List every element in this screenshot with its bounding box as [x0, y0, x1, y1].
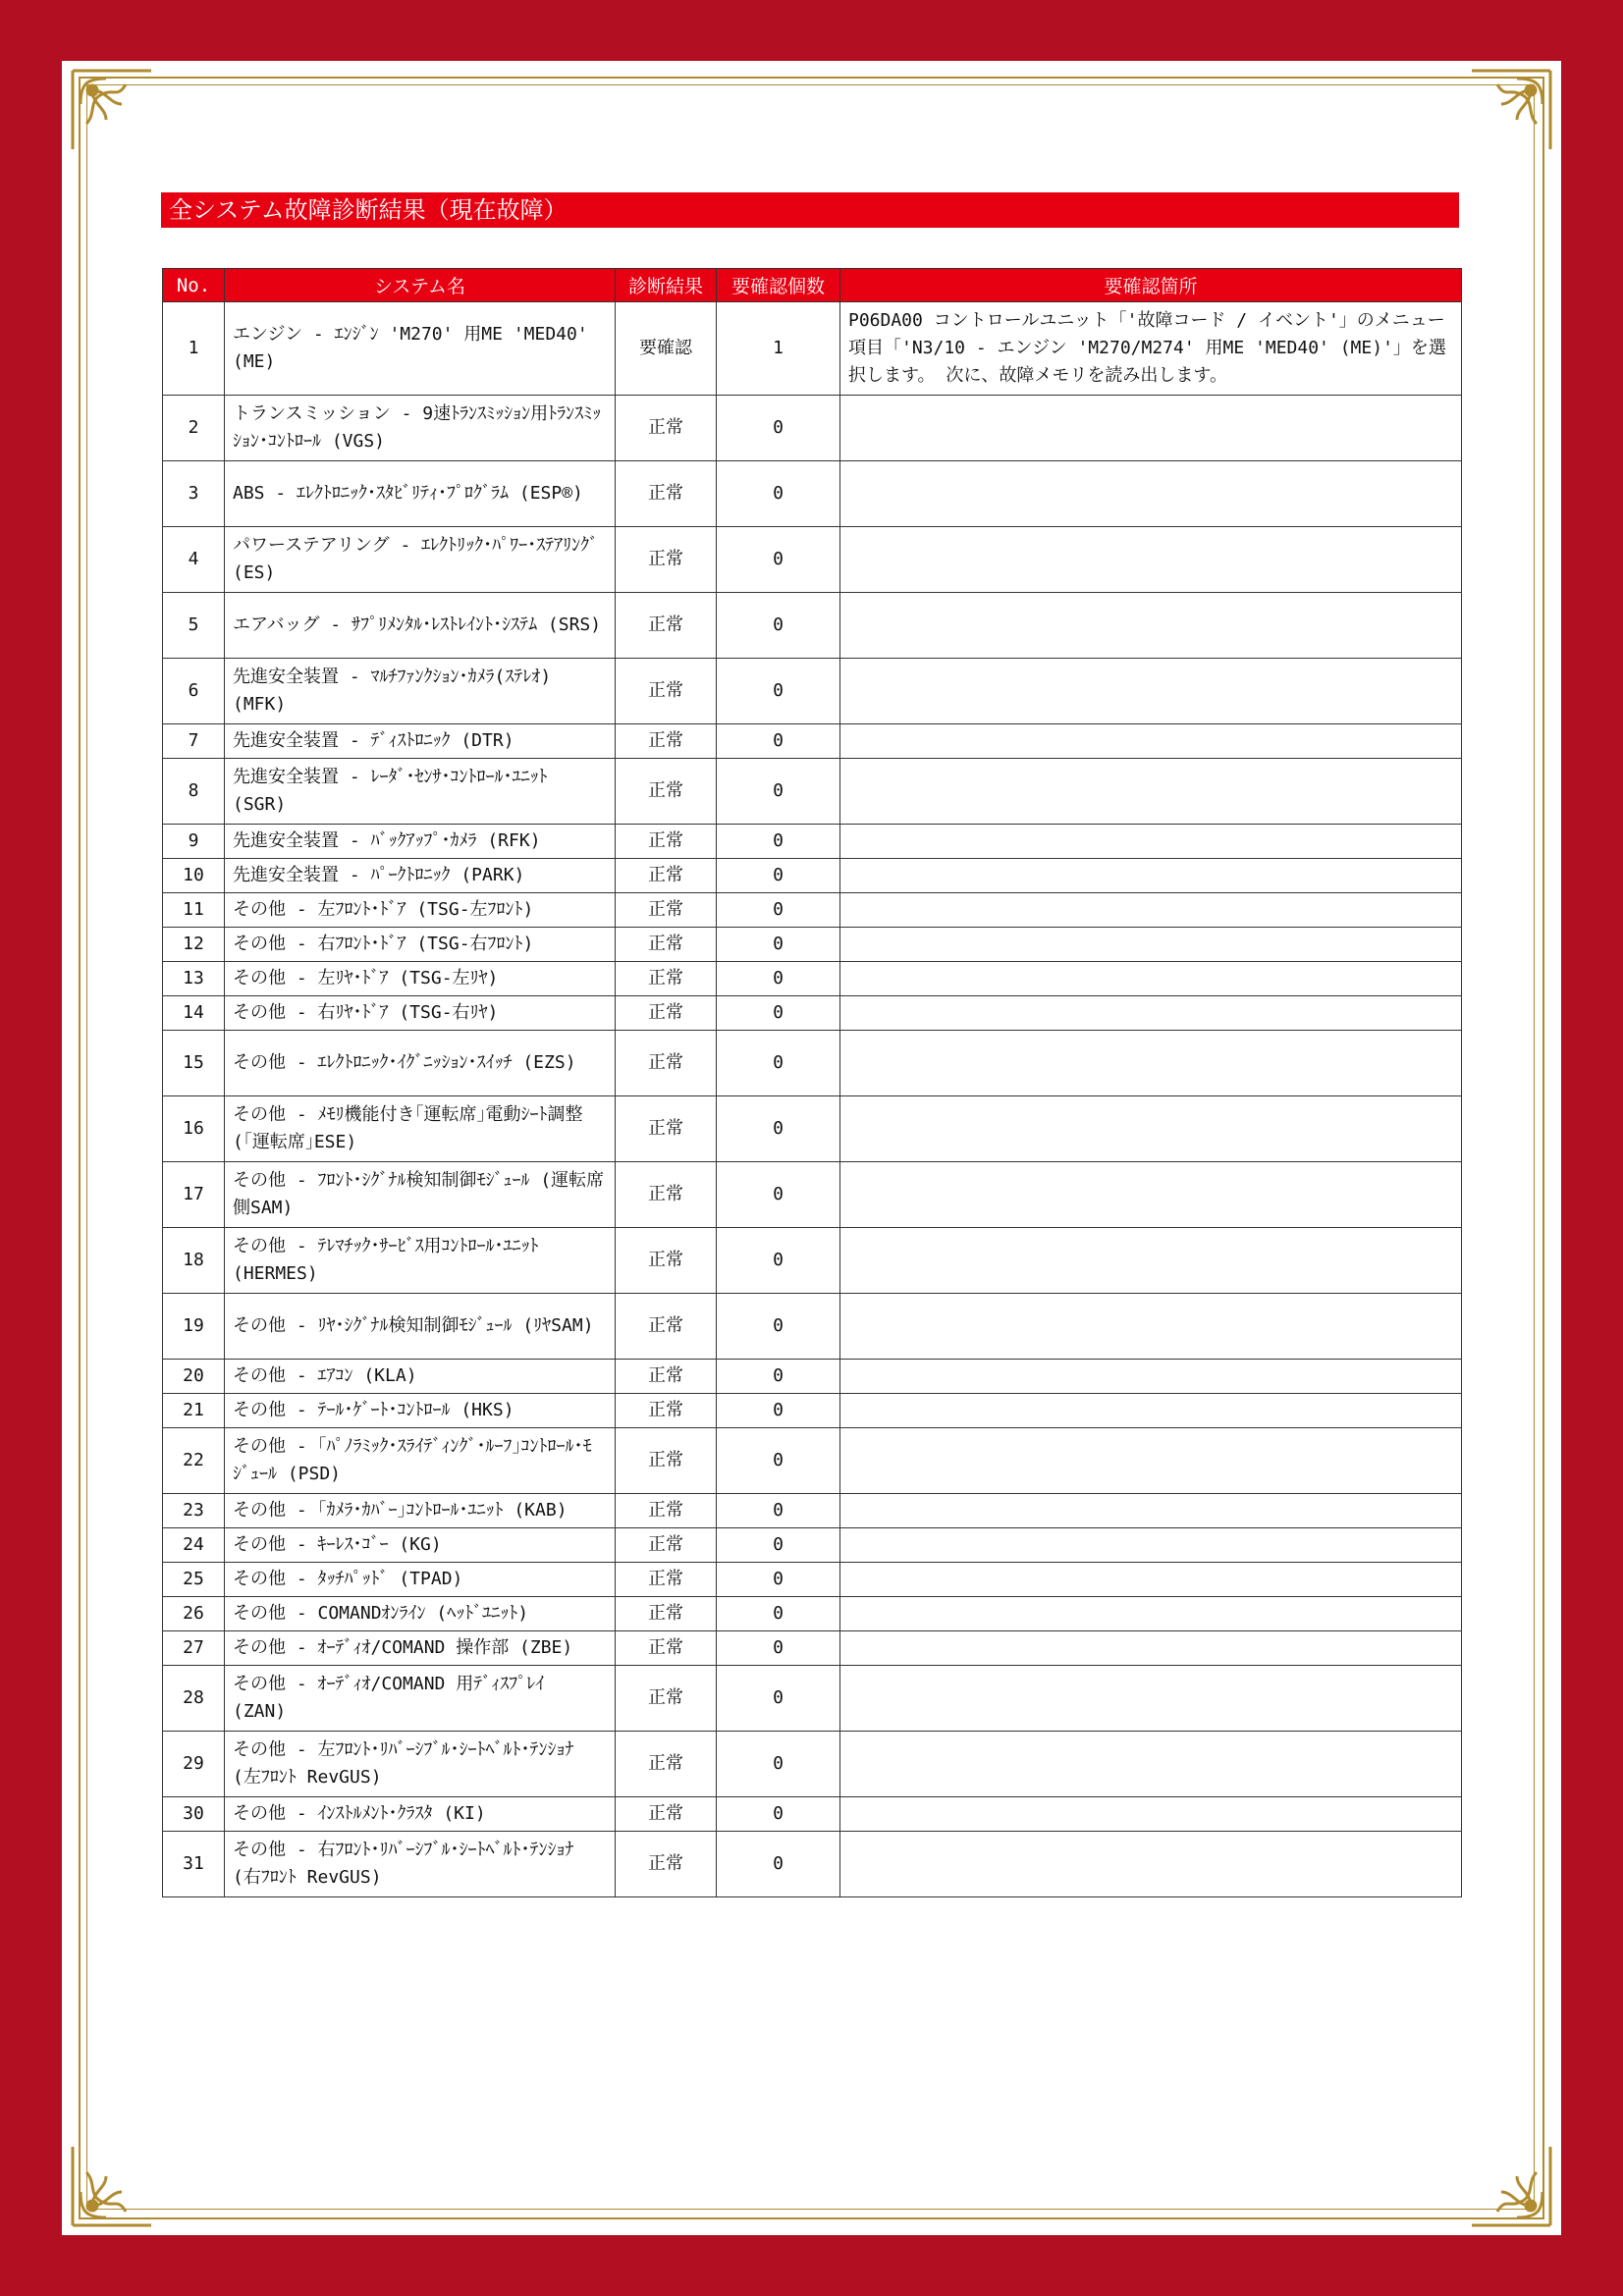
- row-no: 2: [163, 396, 225, 461]
- row-count: 0: [717, 1563, 840, 1597]
- row-result: 正常: [616, 1360, 717, 1394]
- row-count: 0: [717, 893, 840, 928]
- row-system-name: ABS - ｴﾚｸﾄﾛﾆｯｸ･ｽﾀﾋﾞﾘﾃｨ･ﾌﾟﾛｸﾞﾗﾑ (ESP®): [225, 461, 616, 527]
- row-result: 正常: [616, 1031, 717, 1096]
- row-count: 0: [717, 825, 840, 859]
- row-location: [840, 759, 1462, 825]
- table-row: [163, 1631, 1462, 1666]
- table-row: [163, 1162, 1462, 1228]
- row-no: 20: [163, 1360, 225, 1394]
- table-row: [163, 1494, 1462, 1528]
- corner-ornament: [1466, 2141, 1556, 2231]
- row-no: 9: [163, 825, 225, 859]
- row-no: 11: [163, 893, 225, 928]
- row-system-name: その他 - 左ﾌﾛﾝﾄ･ﾘﾊﾞｰｼﾌﾞﾙ･ｼｰﾄﾍﾞﾙﾄ･ﾃﾝｼｮﾅ (左ﾌﾛﾝﾄ RevGUS): [225, 1732, 616, 1797]
- table-row: [163, 1597, 1462, 1631]
- row-no: 26: [163, 1597, 225, 1631]
- row-location: [840, 1563, 1462, 1597]
- row-result: 正常: [616, 825, 717, 859]
- row-system-name: その他 - ｲﾝｽﾄﾙﾒﾝﾄ･ｸﾗｽﾀ (KI): [225, 1797, 616, 1832]
- table-row: [163, 1096, 1462, 1162]
- row-result: 正常: [616, 928, 717, 962]
- row-result: 正常: [616, 893, 717, 928]
- row-no: 8: [163, 759, 225, 825]
- row-count: 0: [717, 1832, 840, 1897]
- row-location: [840, 1597, 1462, 1631]
- table-row: [163, 1563, 1462, 1597]
- row-system-name: その他 - ﾀｯﾁﾊﾟｯﾄﾞ (TPAD): [225, 1563, 616, 1597]
- row-location: [840, 527, 1462, 593]
- row-result: 正常: [616, 1428, 717, 1494]
- table-body: [163, 302, 1462, 1897]
- row-count: 1: [717, 302, 840, 396]
- row-count: 0: [717, 1428, 840, 1494]
- table-row: [163, 1394, 1462, 1428]
- header-no: No.: [163, 269, 225, 302]
- table-row: [163, 1031, 1462, 1096]
- row-result: 正常: [616, 1228, 717, 1294]
- header-system-name: システム名: [225, 269, 616, 302]
- row-no: 22: [163, 1428, 225, 1494]
- row-no: 29: [163, 1732, 225, 1797]
- row-count: 0: [717, 962, 840, 996]
- table-row: [163, 527, 1462, 593]
- row-system-name: 先進安全装置 - ﾊﾟｰｸﾄﾛﾆｯｸ (PARK): [225, 859, 616, 893]
- row-system-name: その他 - ｴﾚｸﾄﾛﾆｯｸ･ｲｸﾞﾆｯｼｮﾝ･ｽｲｯﾁ (EZS): [225, 1031, 616, 1096]
- header-count: 要確認個数: [717, 269, 840, 302]
- row-location: [840, 1631, 1462, 1666]
- row-result: 正常: [616, 1563, 717, 1597]
- row-location: [840, 593, 1462, 659]
- table-row: [163, 396, 1462, 461]
- row-system-name: その他 - COMANDｵﾝﾗｲﾝ (ﾍｯﾄﾞﾕﾆｯﾄ): [225, 1597, 616, 1631]
- row-system-name: その他 - 右ﾘﾔ･ﾄﾞｱ (TSG-右ﾘﾔ): [225, 996, 616, 1031]
- corner-ornament: [67, 2141, 157, 2231]
- row-result: 正常: [616, 461, 717, 527]
- row-no: 21: [163, 1394, 225, 1428]
- row-location: [840, 1096, 1462, 1162]
- row-result: 正常: [616, 1597, 717, 1631]
- row-count: 0: [717, 1228, 840, 1294]
- row-location: [840, 928, 1462, 962]
- row-result: 正常: [616, 1797, 717, 1832]
- row-count: 0: [717, 593, 840, 659]
- row-result: 正常: [616, 1666, 717, 1732]
- row-location: [840, 1394, 1462, 1428]
- row-count: 0: [717, 1666, 840, 1732]
- row-count: 0: [717, 1797, 840, 1832]
- row-count: 0: [717, 859, 840, 893]
- row-location: [840, 1428, 1462, 1494]
- row-count: 0: [717, 1494, 840, 1528]
- table-header-row: [163, 269, 1462, 302]
- row-location: [840, 859, 1462, 893]
- row-no: 17: [163, 1162, 225, 1228]
- row-no: 4: [163, 527, 225, 593]
- row-system-name: その他 - ﾃｰﾙ･ｹﾞｰﾄ･ｺﾝﾄﾛｰﾙ (HKS): [225, 1394, 616, 1428]
- row-count: 0: [717, 724, 840, 759]
- row-location: [840, 1832, 1462, 1897]
- row-location: [840, 996, 1462, 1031]
- row-result: 正常: [616, 593, 717, 659]
- row-result: 正常: [616, 1631, 717, 1666]
- row-location: [840, 893, 1462, 928]
- row-location: [840, 1031, 1462, 1096]
- diagnosis-table: [162, 268, 1462, 1897]
- row-no: 5: [163, 593, 225, 659]
- row-system-name: エアバッグ - ｻﾌﾟﾘﾒﾝﾀﾙ･ﾚｽﾄﾚｲﾝﾄ･ｼｽﾃﾑ (SRS): [225, 593, 616, 659]
- row-result: 正常: [616, 527, 717, 593]
- row-result: 正常: [616, 1394, 717, 1428]
- row-no: 6: [163, 659, 225, 724]
- row-result: 正常: [616, 962, 717, 996]
- table-row: [163, 461, 1462, 527]
- row-system-name: その他 - ｵｰﾃﾞｨｵ/COMAND 用ﾃﾞｨｽﾌﾟﾚｲ (ZAN): [225, 1666, 616, 1732]
- row-count: 0: [717, 527, 840, 593]
- row-result: 正常: [616, 1832, 717, 1897]
- row-no: 25: [163, 1563, 225, 1597]
- table-row: [163, 893, 1462, 928]
- row-system-name: その他 - 左ﾌﾛﾝﾄ･ﾄﾞｱ (TSG-左ﾌﾛﾝﾄ): [225, 893, 616, 928]
- row-result: 正常: [616, 396, 717, 461]
- row-result: 正常: [616, 996, 717, 1031]
- row-location: [840, 1666, 1462, 1732]
- row-system-name: その他 - ﾌﾛﾝﾄ･ｼｸﾞﾅﾙ検知制御ﾓｼﾞｭｰﾙ (運転席側SAM): [225, 1162, 616, 1228]
- row-location: P06DA00 コントロールユニット「'故障コード / イベント'」のメニュー項目「'N3/10 - エンジン 'M270/M274' 用ME 'MED40' (ME)'」を選択します。 次に、故障メモリを読み出します。: [840, 302, 1462, 396]
- row-location: [840, 461, 1462, 527]
- corner-ornament: [67, 65, 157, 155]
- table-row: [163, 302, 1462, 396]
- row-no: 16: [163, 1096, 225, 1162]
- row-system-name: その他 - ｢ﾊﾟﾉﾗﾐｯｸ･ｽﾗｲﾃﾞｨﾝｸﾞ･ﾙｰﾌ｣ｺﾝﾄﾛｰﾙ･ﾓｼﾞｭｰﾙ (PSD): [225, 1428, 616, 1494]
- row-result: 正常: [616, 859, 717, 893]
- row-result: 正常: [616, 1528, 717, 1563]
- row-system-name: その他 - ｴｱｺﾝ (KLA): [225, 1360, 616, 1394]
- row-count: 0: [717, 759, 840, 825]
- row-no: 15: [163, 1031, 225, 1096]
- table-row: [163, 1528, 1462, 1563]
- row-location: [840, 1228, 1462, 1294]
- table-row: [163, 928, 1462, 962]
- row-system-name: 先進安全装置 - ﾊﾞｯｸｱｯﾌﾟ･ｶﾒﾗ (RFK): [225, 825, 616, 859]
- row-system-name: その他 - 右ﾌﾛﾝﾄ･ﾄﾞｱ (TSG-右ﾌﾛﾝﾄ): [225, 928, 616, 962]
- table-row: [163, 1294, 1462, 1360]
- row-no: 3: [163, 461, 225, 527]
- row-result: 正常: [616, 1294, 717, 1360]
- row-system-name: その他 - ｢ｶﾒﾗ･ｶﾊﾞｰ｣ｺﾝﾄﾛｰﾙ･ﾕﾆｯﾄ (KAB): [225, 1494, 616, 1528]
- table-row: [163, 1428, 1462, 1494]
- row-location: [840, 1732, 1462, 1797]
- table-row: [163, 724, 1462, 759]
- table-row: [163, 962, 1462, 996]
- row-result: 正常: [616, 724, 717, 759]
- row-no: 28: [163, 1666, 225, 1732]
- row-count: 0: [717, 1732, 840, 1797]
- row-no: 14: [163, 996, 225, 1031]
- row-no: 1: [163, 302, 225, 396]
- row-location: [840, 659, 1462, 724]
- row-count: 0: [717, 396, 840, 461]
- table-row: [163, 1228, 1462, 1294]
- section-title: 全システム故障診断結果（現在故障）: [161, 192, 1459, 228]
- table-row: [163, 1732, 1462, 1797]
- row-result: 要確認: [616, 302, 717, 396]
- row-system-name: その他 - ﾘﾔ･ｼｸﾞﾅﾙ検知制御ﾓｼﾞｭｰﾙ (ﾘﾔSAM): [225, 1294, 616, 1360]
- row-system-name: 先進安全装置 - ﾚｰﾀﾞ･ｾﾝｻ･ｺﾝﾄﾛｰﾙ･ﾕﾆｯﾄ (SGR): [225, 759, 616, 825]
- row-no: 24: [163, 1528, 225, 1563]
- row-count: 0: [717, 1031, 840, 1096]
- row-system-name: エンジン - ｴﾝｼﾞﾝ 'M270' 用ME 'MED40' (ME): [225, 302, 616, 396]
- row-location: [840, 724, 1462, 759]
- row-system-name: その他 - ｵｰﾃﾞｨｵ/COMAND 操作部 (ZBE): [225, 1631, 616, 1666]
- row-count: 0: [717, 1294, 840, 1360]
- row-location: [840, 1162, 1462, 1228]
- row-system-name: 先進安全装置 - ﾏﾙﾁﾌｧﾝｸｼｮﾝ･ｶﾒﾗ(ｽﾃﾚｵ) (MFK): [225, 659, 616, 724]
- row-no: 18: [163, 1228, 225, 1294]
- header-result: 診断結果: [616, 269, 717, 302]
- table-row: [163, 1832, 1462, 1897]
- row-count: 0: [717, 1162, 840, 1228]
- row-result: 正常: [616, 659, 717, 724]
- row-system-name: 先進安全装置 - ﾃﾞｨｽﾄﾛﾆｯｸ (DTR): [225, 724, 616, 759]
- row-result: 正常: [616, 1096, 717, 1162]
- row-count: 0: [717, 1597, 840, 1631]
- table-row: [163, 996, 1462, 1031]
- row-no: 19: [163, 1294, 225, 1360]
- row-location: [840, 1797, 1462, 1832]
- row-system-name: その他 - ﾃﾚﾏﾁｯｸ･ｻｰﾋﾞｽ用ｺﾝﾄﾛｰﾙ･ﾕﾆｯﾄ (HERMES): [225, 1228, 616, 1294]
- row-location: [840, 1494, 1462, 1528]
- table-row: [163, 859, 1462, 893]
- row-count: 0: [717, 928, 840, 962]
- row-system-name: その他 - ｷｰﾚｽ･ｺﾞｰ (KG): [225, 1528, 616, 1563]
- row-count: 0: [717, 1528, 840, 1563]
- row-result: 正常: [616, 1494, 717, 1528]
- row-system-name: その他 - 右ﾌﾛﾝﾄ･ﾘﾊﾞｰｼﾌﾞﾙ･ｼｰﾄﾍﾞﾙﾄ･ﾃﾝｼｮﾅ (右ﾌﾛﾝﾄ RevGUS): [225, 1832, 616, 1897]
- row-count: 0: [717, 659, 840, 724]
- row-no: 10: [163, 859, 225, 893]
- row-location: [840, 825, 1462, 859]
- row-count: 0: [717, 996, 840, 1031]
- row-no: 30: [163, 1797, 225, 1832]
- row-system-name: その他 - ﾒﾓﾘ機能付き｢運転席｣電動ｼｰﾄ調整 (｢運転席｣ESE): [225, 1096, 616, 1162]
- table-row: [163, 1797, 1462, 1832]
- row-count: 0: [717, 1360, 840, 1394]
- row-no: 23: [163, 1494, 225, 1528]
- row-result: 正常: [616, 759, 717, 825]
- row-no: 31: [163, 1832, 225, 1897]
- row-result: 正常: [616, 1732, 717, 1797]
- row-count: 0: [717, 1096, 840, 1162]
- table-row: [163, 825, 1462, 859]
- row-location: [840, 962, 1462, 996]
- corner-ornament: [1466, 65, 1556, 155]
- row-system-name: パワーステアリング - ｴﾚｸﾄﾘｯｸ･ﾊﾟﾜｰ･ｽﾃｱﾘﾝｸﾞ (ES): [225, 527, 616, 593]
- row-count: 0: [717, 1394, 840, 1428]
- table-row: [163, 759, 1462, 825]
- row-system-name: トランスミッション - 9速ﾄﾗﾝｽﾐｯｼｮﾝ用ﾄﾗﾝｽﾐｯｼｮﾝ･ｺﾝﾄﾛｰﾙ (VGS): [225, 396, 616, 461]
- table-row: [163, 1666, 1462, 1732]
- table-row: [163, 1360, 1462, 1394]
- row-count: 0: [717, 1631, 840, 1666]
- row-count: 0: [717, 461, 840, 527]
- row-location: [840, 1294, 1462, 1360]
- row-no: 12: [163, 928, 225, 962]
- row-location: [840, 1528, 1462, 1563]
- row-no: 7: [163, 724, 225, 759]
- table-row: [163, 659, 1462, 724]
- header-location: 要確認箇所: [840, 269, 1462, 302]
- table-row: [163, 593, 1462, 659]
- row-no: 13: [163, 962, 225, 996]
- row-location: [840, 1360, 1462, 1394]
- row-location: [840, 396, 1462, 461]
- row-system-name: その他 - 左ﾘﾔ･ﾄﾞｱ (TSG-左ﾘﾔ): [225, 962, 616, 996]
- row-result: 正常: [616, 1162, 717, 1228]
- row-no: 27: [163, 1631, 225, 1666]
